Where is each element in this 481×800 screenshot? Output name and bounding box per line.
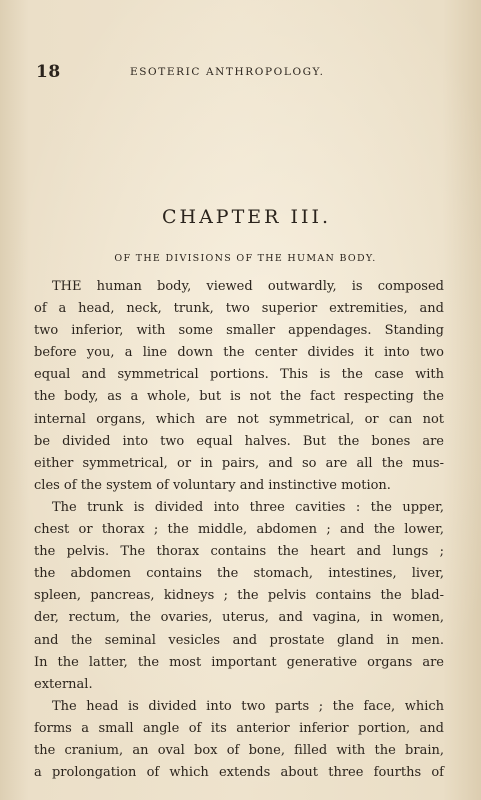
text-line: THE human body, viewed outwardly, is composed	[52, 279, 444, 294]
text-line: before you, a line down the center divides it into two	[34, 345, 444, 361]
paragraph-3	[34, 696, 444, 784]
text-line: The head is divided into two parts ; the face, which	[52, 698, 444, 714]
text-line: and the seminal vesicles and prostate gland in men.	[34, 632, 444, 648]
text-line: der, rectum, the ovaries, uterus, and vagina, in women,	[34, 610, 444, 626]
text-line: the abdomen contains the stomach, intestines, liver,	[34, 566, 444, 582]
text-line: two inferior, with some smaller appendages. Standing	[34, 323, 444, 339]
page-number: 18	[36, 62, 61, 82]
body-text	[34, 276, 444, 784]
text-line: the cranium, an oval box of bone, filled with the brain,	[34, 742, 444, 758]
text-line: external.	[34, 676, 93, 692]
text-line: In the latter, the most important generative organs are	[34, 654, 444, 670]
text-line: equal and symmetrical portions. This is the case with	[34, 367, 444, 383]
running-head	[30, 62, 447, 84]
running-head-title: ESOTERIC ANTHROPOLOGY.	[130, 66, 325, 78]
text-line: forms a small angle of its anterior inferior portion, and	[34, 720, 444, 736]
paragraph-2	[34, 497, 444, 696]
chapter-title: CHAPTER III.	[161, 206, 332, 228]
text-line: of a head, neck, trunk, two superior extremities, and	[34, 301, 444, 317]
chapter-subtitle: OF THE DIVISIONS OF THE HUMAN BODY.	[114, 253, 377, 264]
text-line: internal organs, which are not symmetrical, or can not	[34, 411, 444, 427]
text-line: cles of the system of voluntary and instinctive motion.	[34, 477, 391, 493]
text-line: a prolongation of which extends about three fourths of	[34, 765, 444, 781]
text-line: the pelvis. The thorax contains the heart and lungs ;	[34, 544, 444, 560]
text-line: chest or thorax ; the middle, abdomen ; and the lower,	[34, 522, 444, 538]
paragraph-1	[34, 276, 444, 497]
text-line: spleen, pancreas, kidneys ; the pelvis contains the blad-	[34, 588, 444, 604]
text-line: the body, as a whole, but is not the fact respecting the	[34, 389, 444, 405]
text-line: either symmetrical, or in pairs, and so are all the mus-	[34, 455, 444, 471]
text-line: be divided into two equal halves. But the bones are	[34, 433, 444, 449]
text-line: The trunk is divided into three cavities : the upper,	[52, 499, 444, 515]
